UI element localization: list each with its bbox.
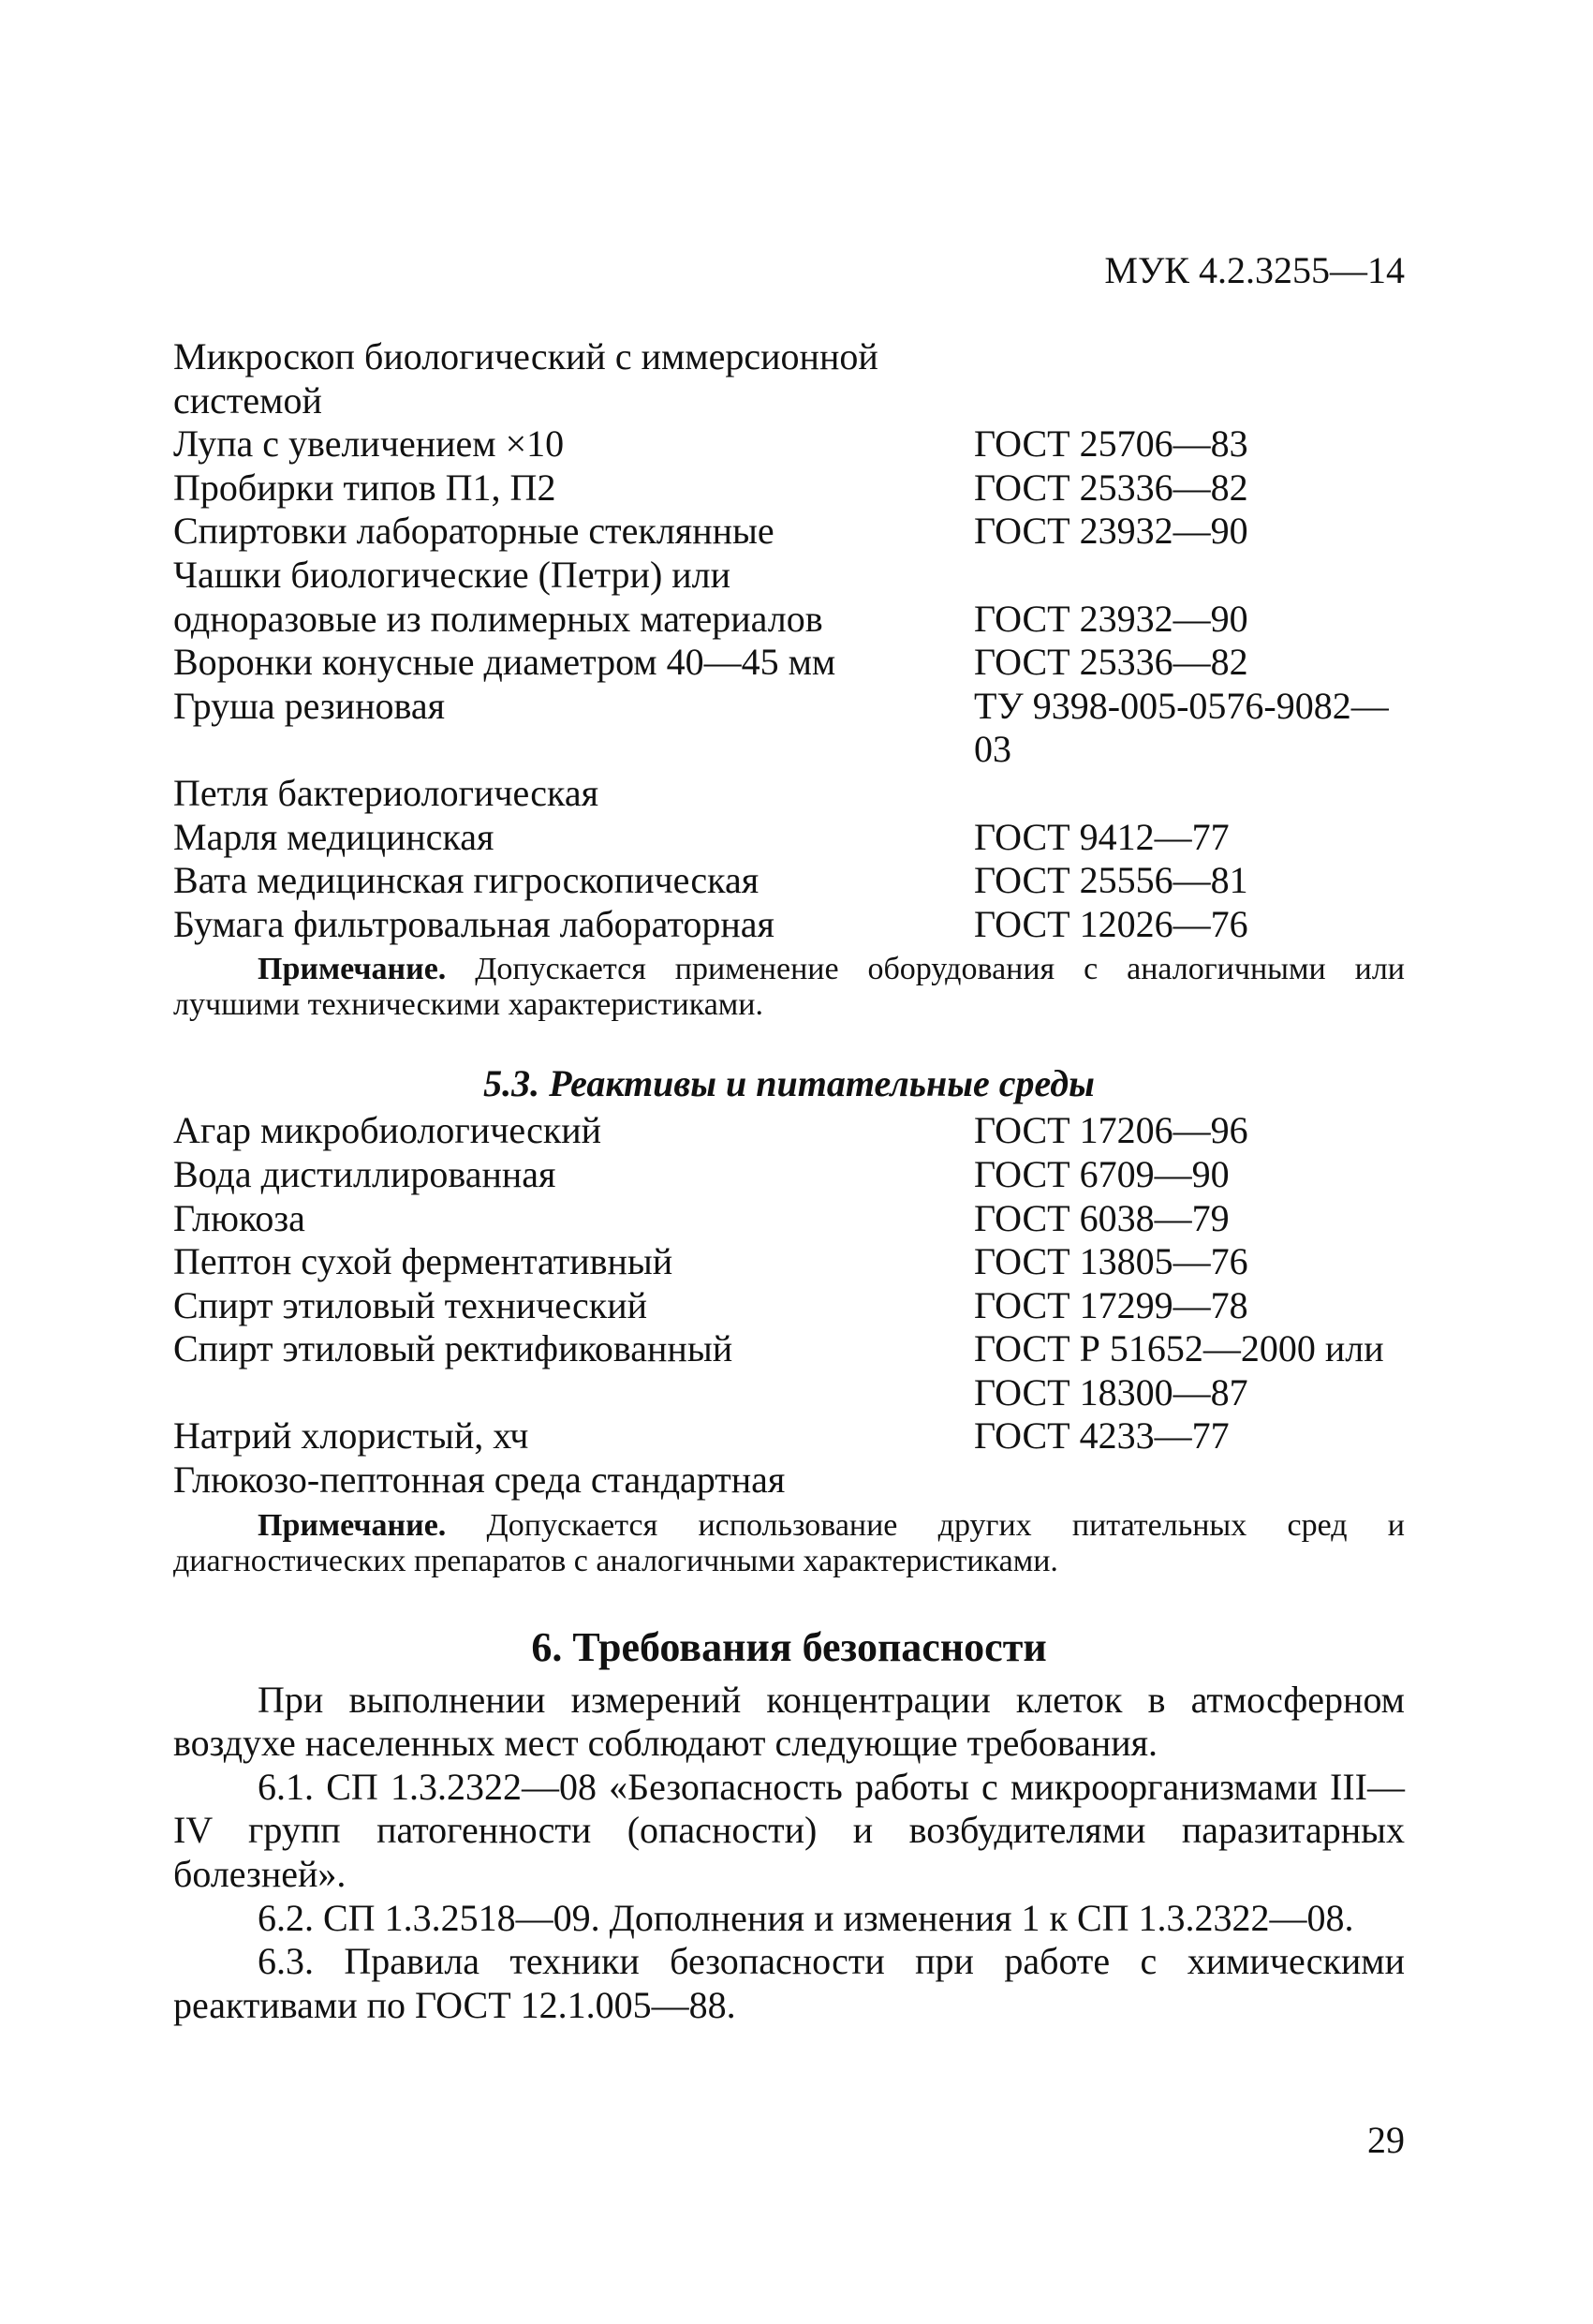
list-item: [173, 1414, 1405, 1458]
equipment-name: Груша резиновая: [173, 684, 445, 727]
reagent-name: Пептон сухой ферментативный: [173, 1240, 673, 1283]
reagents-note: [173, 1508, 1405, 1579]
note-label: Примечание.: [258, 952, 447, 987]
list-item: [173, 422, 1405, 466]
list-item: [173, 335, 1405, 422]
equipment-name: Микроскоп биологический с иммерсионной системой: [173, 335, 878, 422]
reagent-name: Вода дистиллированная: [173, 1152, 556, 1195]
list-item: [173, 554, 1405, 641]
list-item: [173, 641, 1405, 685]
equipment-standard: ГОСТ 25336—82: [974, 641, 1248, 684]
equipment-standard: ГОСТ 12026—76: [974, 902, 1248, 945]
equipment-standard: ТУ 9398-005-0576-9082—03: [974, 684, 1389, 771]
equipment-name: Вата медицинская гигроскопическая: [173, 859, 760, 902]
list-item: [173, 685, 1405, 772]
list-item: [173, 1240, 1405, 1284]
equipment-standard: ГОСТ 23932—90: [974, 510, 1248, 553]
reagent-name: Глюкоза: [173, 1196, 305, 1239]
equipment-name: Лупа с увеличением ×10: [173, 422, 565, 466]
page-content: [173, 335, 1405, 2027]
list-item: [173, 816, 1405, 860]
reagent-standard: ГОСТ 4233—77: [974, 1414, 1230, 1458]
reagent-standard: ГОСТ 6038—79: [974, 1196, 1230, 1239]
list-item: [173, 1109, 1405, 1153]
equipment-name: Бумага фильтровальная лабораторная: [173, 902, 774, 945]
reagent-name: Спирт этиловый ректификованный: [173, 1327, 733, 1370]
document-code: МУК 4.2.3255—14: [1104, 249, 1405, 291]
reagent-name: Натрий хлористый, хч: [173, 1414, 529, 1458]
section-heading-6: 6. Требования безопасности: [531, 1623, 1047, 1670]
list-item: [173, 1458, 1405, 1502]
note-text: Допускается применение оборудования с аналогичными или лучшими техническими характеристиками.: [173, 952, 1405, 1023]
reagent-standard: ГОСТ Р 51652—2000 или ГОСТ 18300—87: [974, 1327, 1384, 1414]
equipment-standard: ГОСТ 9412—77: [974, 815, 1230, 858]
note-label: Примечание.: [258, 1507, 447, 1543]
equipment-standard: ГОСТ 25706—83: [974, 422, 1248, 466]
list-item: [173, 903, 1405, 947]
reagent-name: Спирт этиловый технический: [173, 1283, 648, 1326]
list-item: [173, 510, 1405, 554]
equipment-name: Петля бактериологическая: [173, 771, 598, 814]
equipment-list: [173, 335, 1405, 946]
list-item: [173, 1327, 1405, 1414]
equipment-standard: ГОСТ 25336—82: [974, 466, 1248, 509]
equipment-name: Чашки биологические (Петри) или одноразовые из полимерных материалов: [173, 553, 823, 640]
equipment-name: Спиртовки лабораторные стеклянные: [173, 510, 774, 553]
equipment-standard: ГОСТ 23932—90: [974, 597, 1248, 640]
safety-item-6-1: 6.1. СП 1.3.2322—08 «Безопасность работы с микроорганизмами III—IV групп патогенности (опасности) и возбудителями паразитарных болезней».: [173, 1765, 1405, 1896]
safety-item-6-3: 6.3. Правила техники безопасности при работе с химическими реактивами по ГОСТ 12.1.005—88.: [173, 1940, 1405, 2026]
equipment-name: Пробирки типов П1, П2: [173, 466, 556, 509]
list-item: [173, 1153, 1405, 1197]
reagent-standard: ГОСТ 13805—76: [974, 1240, 1248, 1283]
list-item: [173, 772, 1405, 816]
reagent-standard: ГОСТ 17299—78: [974, 1283, 1248, 1326]
reagent-name: Глюкозо-пептонная среда стандартная: [173, 1458, 786, 1502]
section-heading-5-3: 5.3. Реактивы и питательные среды: [483, 1062, 1095, 1105]
safety-item-6-2: 6.2. СП 1.3.2518—09. Дополнения и изменения 1 к СП 1.3.2322—08.: [258, 1896, 1354, 1939]
list-item: [173, 466, 1405, 511]
list-item: [173, 859, 1405, 903]
reagent-standard: ГОСТ 17206—96: [974, 1109, 1248, 1152]
reagents-list: [173, 1109, 1405, 1502]
note-text: Допускается использование других питательных сред и диагностических препаратов с аналогичными характеристиками.: [173, 1507, 1405, 1578]
page-number: 29: [1367, 2119, 1405, 2161]
list-item: [173, 1284, 1405, 1328]
safety-intro: При выполнении измерений концентрации клеток в атмосферном воздухе населенных мест соблюдают следующие требования.: [173, 1678, 1405, 1765]
equipment-standard: ГОСТ 25556—81: [974, 859, 1248, 902]
reagent-name: Агар микробиологический: [173, 1109, 602, 1152]
equipment-note: [173, 952, 1405, 1023]
equipment-name: Воронки конусные диаметром 40—45 мм: [173, 641, 836, 684]
equipment-name: Марля медицинская: [173, 815, 494, 858]
reagent-standard: ГОСТ 6709—90: [974, 1152, 1230, 1195]
list-item: [173, 1197, 1405, 1241]
